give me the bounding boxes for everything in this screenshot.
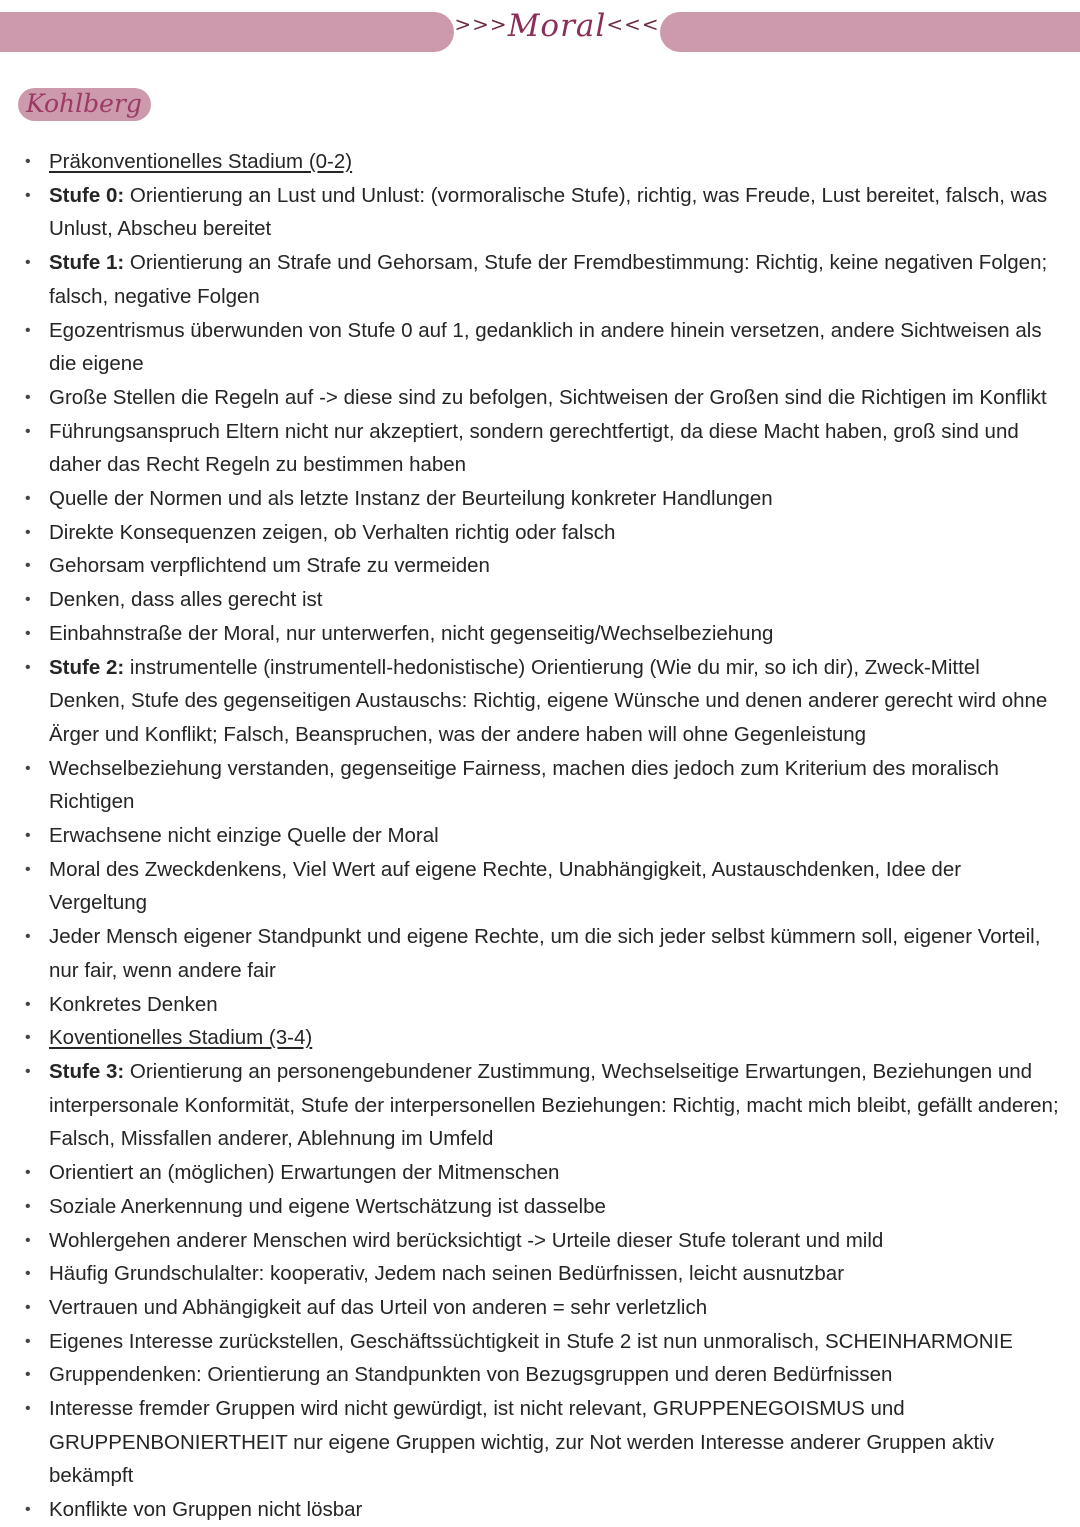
header-bar-left	[0, 12, 454, 52]
list-item	[0, 415, 1060, 482]
item-text: Konflikte von Gruppen nicht lösbar	[49, 1498, 363, 1522]
list-item	[0, 1291, 1060, 1325]
item-text: Gruppendenken: Orientierung an Standpunkten von Bezugsgruppen und deren Bedürfnissen	[49, 1363, 893, 1387]
list-item	[0, 145, 1060, 179]
list-item	[0, 1055, 1060, 1156]
header-bar-right	[660, 12, 1080, 52]
item-text: Quelle der Normen und als letzte Instanz der Beurteilung konkreter Handlungen	[49, 487, 773, 511]
item-label-stufe-1: Stufe 1:	[49, 251, 125, 275]
list-item	[0, 819, 1060, 853]
list-item	[0, 1392, 1060, 1493]
title-arrows-left: >>>	[454, 12, 508, 36]
item-text: Konkretes Denken	[49, 992, 218, 1016]
list-item	[0, 988, 1060, 1022]
list-item	[0, 1224, 1060, 1258]
item-text: Einbahnstraße der Moral, nur unterwerfen, nicht gegenseitig/Wechselbeziehung	[49, 621, 774, 645]
item-text: Direkte Konsequenzen zeigen, ob Verhalten richtig oder falsch	[49, 520, 616, 544]
list-item	[0, 1190, 1060, 1224]
item-text: Gehorsam verpflichtend um Strafe zu vermeiden	[49, 554, 490, 578]
list-item	[0, 1156, 1060, 1190]
list-item	[0, 1358, 1060, 1392]
item-text: Moral des Zweckdenkens, Viel Wert auf eigene Rechte, Unabhängigkeit, Austauschdenken, Idee der Vergeltung	[49, 857, 962, 915]
list-item	[0, 1257, 1060, 1291]
list-item	[0, 549, 1060, 583]
item-label-stufe-3: Stufe 3:	[49, 1059, 125, 1083]
notes-list	[0, 145, 1060, 1527]
list-item	[0, 617, 1060, 651]
item-text: Jeder Mensch eigener Standpunkt und eigene Rechte, um die sich jeder selbst kümmern soll, eigener Vorteil, nur fair, wenn andere fair	[49, 925, 1041, 982]
title-arrows-right: <<<	[606, 12, 660, 36]
list-item	[0, 1021, 1060, 1055]
item-text: Wechselbeziehung verstanden, gegenseitige Fairness, machen dies jedoch zum Kriterium des moralisch Richtigen	[49, 756, 999, 814]
list-item	[0, 583, 1060, 617]
list-item	[0, 314, 1060, 381]
page-title	[454, 8, 660, 44]
item-text: Erwachsene nicht einzige Quelle der Moral	[49, 824, 439, 848]
item-text: Führungsanspruch Eltern nicht nur akzeptiert, sondern gerechtfertigt, da diese Macht haben, groß sind und daher das Recht Regeln zu bestimmen haben	[49, 419, 1019, 477]
item-text: Eigenes Interesse zurückstellen, Geschäftssüchtigkeit in Stufe 2 ist nun unmoralisch, SCHEINHARMONIE	[49, 1329, 1013, 1353]
item-text: Orientierung an Strafe und Gehorsam, Stufe der Fremdbestimmung: Richtig, keine negativen Folgen; falsch, negative Folgen	[49, 251, 1048, 308]
item-label-stufe-0: Stufe 0:	[49, 183, 125, 207]
item-text: Denken, dass alles gerecht ist	[49, 588, 323, 612]
list-item	[0, 752, 1060, 819]
item-text: Orientierung an personengebundener Zustimmung, Wechselseitige Erwartungen, Beziehungen und interpersonale Konformität, Stufe der interpersonellen Beziehungen: Richtig, macht mich bleibt, gefällt anderen; Falsch, Missfallen anderer, Ablehnung im Umfeld	[49, 1059, 1059, 1151]
heading-konventionell: Koventionelles Stadium (3-4)	[49, 1026, 313, 1050]
item-text: Orientiert an (möglichen) Erwartungen der Mitmenschen	[49, 1161, 560, 1185]
section-title-kohlberg: Kohlberg	[18, 88, 151, 121]
list-item	[0, 381, 1060, 415]
item-text: Vertrauen und Abhängigkeit auf das Urteil von anderen = sehr verletzlich	[49, 1295, 708, 1319]
item-text: Häufig Grundschulalter: kooperativ, Jedem nach seinen Bedürfnissen, leicht ausnutzbar	[49, 1262, 845, 1286]
title-text: Moral	[507, 8, 607, 44]
list-item	[0, 853, 1060, 920]
item-text: Soziale Anerkennung und eigene Wertschätzung ist dasselbe	[49, 1194, 606, 1218]
item-text: instrumentelle (instrumentell-hedonistische) Orientierung (Wie du mir, so ich dir), Zweck-Mittel Denken, Stufe des gegenseitigen Austauschs: Richtig, eigene Wünsche und denen anderer gerecht wird ohne Ärger und Konflikt; Falsch, Beanspruchen, was der andere haben will ohne Gegenleistung	[49, 655, 1048, 746]
list-item	[0, 1325, 1060, 1359]
item-text: Orientierung an Lust und Unlust: (vormoralische Stufe), richtig, was Freude, Lust bereitet, falsch, was Unlust, Abscheu bereitet	[49, 183, 1048, 241]
item-text: Interesse fremder Gruppen wird nicht gewürdigt, ist nicht relevant, GRUPPENEGOISMUS und GRUPPENBONIERTHEIT nur eigene Gruppen wichtig, zur Not werden Interesse anderer Gruppen aktiv bekämpft	[49, 1397, 994, 1488]
item-text: Große Stellen die Regeln auf -> diese sind zu befolgen, Sichtweisen der Großen sind die Richtigen im Konflikt	[49, 385, 1047, 409]
list-item	[0, 246, 1060, 313]
heading-praekonventionell: Präkonventionelles Stadium (0-2)	[49, 150, 353, 173]
item-label-stufe-2: Stufe 2:	[49, 655, 125, 679]
list-item	[0, 651, 1060, 752]
item-text: Egozentrismus überwunden von Stufe 0 auf 1, gedanklich in andere hinein versetzen, andere Sichtweisen als die eigene	[49, 318, 1042, 376]
list-item	[0, 516, 1060, 550]
item-text: Wohlergehen anderer Menschen wird berücksichtigt -> Urteile dieser Stufe tolerant und mild	[49, 1228, 884, 1252]
list-item	[0, 179, 1060, 246]
list-item	[0, 1493, 1060, 1527]
list-item	[0, 482, 1060, 516]
list-item	[0, 920, 1060, 987]
